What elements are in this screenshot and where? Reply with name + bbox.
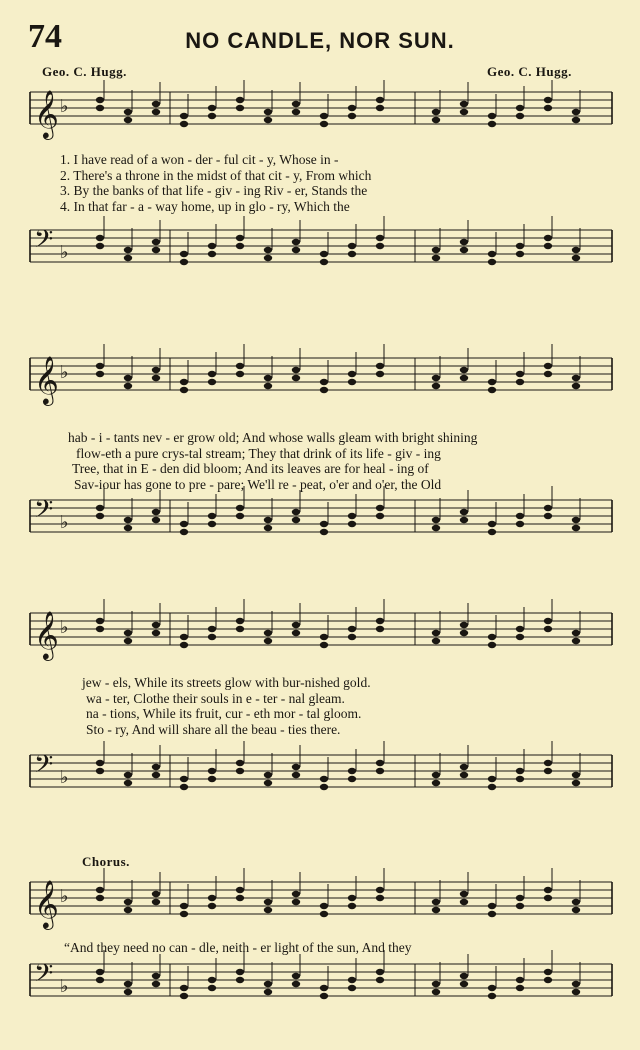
lyric-chorus: “And they need no can - dle, neith - er light of the sun, And they [64,940,412,955]
svg-text:𝄞: 𝄞 [34,610,59,659]
svg-text:𝄢: 𝄢 [34,750,54,785]
svg-text:♭: ♭ [60,362,69,383]
lyrics-block [60,940,620,956]
lyric-verse-3: na - tions, While its fruit, cur - eth mor - tal gloom. [86,706,362,721]
lyric-verse-1: 1. I have read of a won - der - ful cit - y, Whose in - [60,152,339,167]
chorus-label: Chorus. [82,854,130,869]
music-system-3 [0,595,640,815]
music-system-4 [0,868,640,1050]
svg-text:♭: ♭ [60,242,69,263]
svg-text:♭: ♭ [60,617,69,638]
svg-text:♭: ♭ [60,767,69,788]
svg-text:𝄞: 𝄞 [34,355,59,404]
composer-credit-left: Geo. C. Hugg. [42,64,127,79]
svg-text:𝄞: 𝄞 [34,879,59,928]
hymn-title: NO CANDLE, NOR SUN. [185,28,455,53]
lyrics-block [60,152,620,214]
lyric-verse-2: flow-eth a pure crys-tal stream; They that drink of its life - giv - ing [76,445,441,461]
music-system-2 [0,340,640,560]
lyrics-block [60,675,620,737]
composer-credit-right: Geo. C. Hugg. [487,64,572,79]
music-system-1 [0,80,640,280]
svg-text:♭: ♭ [60,886,69,907]
lyric-verse-3: Tree, that in E - den did bloom; And its leaves are for heal - ing of [72,461,429,476]
svg-text:𝄢: 𝄢 [34,225,54,260]
svg-text:♭: ♭ [60,96,69,117]
lyric-verse-2: 2. There's a throne in the midst of that cit - y, From which [60,167,372,183]
lyric-verse-4: Sav-iour has gone to pre - pare; We'll re - peat, o'er and o'er, the Old [74,476,442,492]
lyrics-block [60,430,620,492]
lyric-verse-4: Sto - ry, And will share all the beau - ties there. [86,721,341,737]
svg-text:𝄢: 𝄢 [34,959,54,994]
svg-text:𝄢: 𝄢 [34,495,54,530]
lyric-verse-1: hab - i - tants nev - er grow old; And whose walls gleam with bright shining [68,430,478,445]
svg-text:♭: ♭ [60,976,69,997]
page-number: 74 [28,18,62,55]
lyric-verse-3: 3. By the banks of that life - giv - ing Riv - er, Stands the [60,183,368,198]
lyric-verse-4: 4. In that far - a - way home, up in glo - ry, Which the [60,198,350,214]
svg-text:♭: ♭ [60,512,69,533]
svg-text:𝄞: 𝄞 [34,89,59,138]
lyric-verse-1: jew - els, While its streets glow with bur-nished gold. [82,675,371,690]
lyric-verse-2: wa - ter, Clothe their souls in e - ter - nal gleam. [86,690,345,706]
